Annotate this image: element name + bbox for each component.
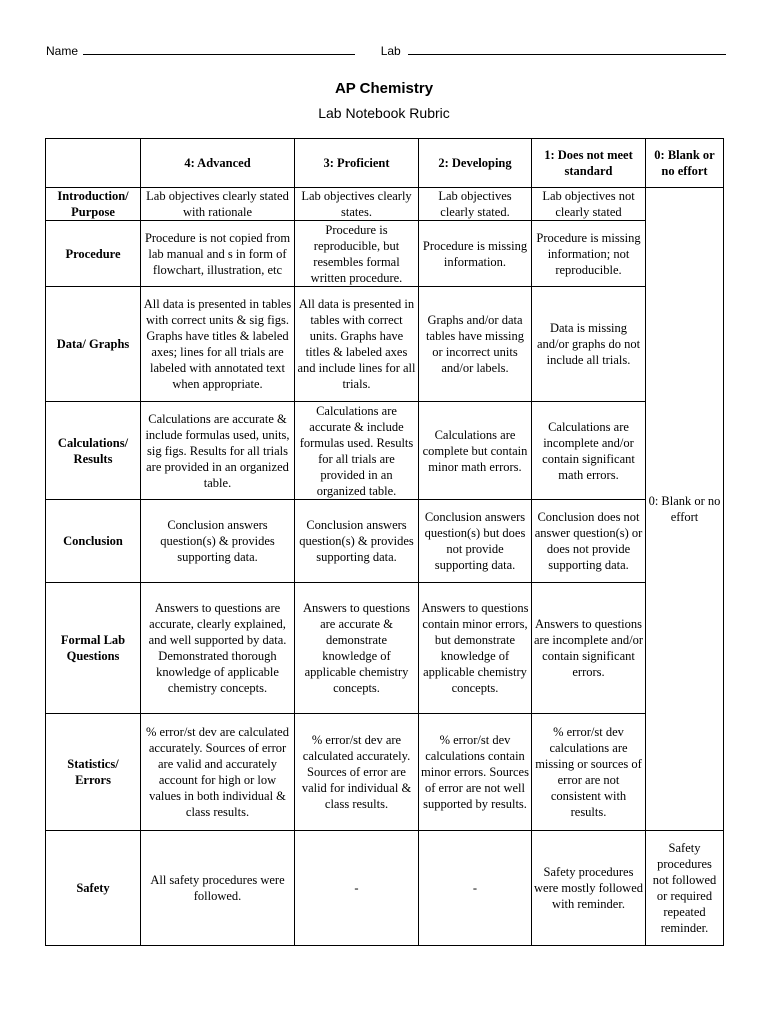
table-row bbox=[46, 287, 724, 402]
cell-proficient: Answers to questions are accurate & demonstrate knowledge of applicable chemistry concepts. bbox=[295, 583, 419, 714]
cell-proficient: Procedure is reproducible, but resembles formal written procedure. bbox=[295, 221, 419, 287]
column-header-advanced: 4: Advanced bbox=[141, 139, 295, 188]
column-header-category bbox=[46, 139, 141, 188]
cell-proficient: All data is presented in tables with correct units. Graphs have titles & labeled axes and include lines for all trials. bbox=[295, 287, 419, 402]
cell-blank: Safety procedures not followed or required repeated reminder. bbox=[646, 831, 724, 946]
row-header-safety: Safety bbox=[46, 831, 141, 946]
cell-advanced: Answers to questions are accurate, clearly explained, and well supported by data. Demonstrated thorough knowledge of applicable chemistry concepts. bbox=[141, 583, 295, 714]
cell-developing: Graphs and/or data tables have missing or incorrect units and/or labels. bbox=[419, 287, 532, 402]
cell-not-meet: Procedure is missing information; not reproducible. bbox=[532, 221, 646, 287]
cell-not-meet: % error/st dev calculations are missing or sources of error are not consistent with results. bbox=[532, 714, 646, 831]
cell-advanced: All data is presented in tables with correct units & sig figs. Graphs have titles & labeled axes; lines for all trials are labeled with annotated text when appropriate. bbox=[141, 287, 295, 402]
row-header-data-graphs: Data/ Graphs bbox=[46, 287, 141, 402]
table-row bbox=[46, 188, 724, 221]
table-row bbox=[46, 583, 724, 714]
cell-developing: Lab objectives clearly stated. bbox=[419, 188, 532, 221]
table-row bbox=[46, 831, 724, 946]
cell-developing: % error/st dev calculations contain minor errors. Sources of error are not well supported by results. bbox=[419, 714, 532, 831]
rubric-table bbox=[45, 138, 724, 946]
header-row bbox=[46, 139, 724, 188]
table-row bbox=[46, 500, 724, 583]
cell-not-meet: Calculations are incomplete and/or contain significant math errors. bbox=[532, 402, 646, 500]
cell-proficient: % error/st dev are calculated accurately. Sources of error are valid for individual & class results. bbox=[295, 714, 419, 831]
cell-developing: Calculations are complete but contain minor math errors. bbox=[419, 402, 532, 500]
cell-advanced: Calculations are accurate & include formulas used, units, sig figs. Results for all trials are provided in an organized table. bbox=[141, 402, 295, 500]
name-field[interactable] bbox=[83, 44, 355, 55]
cell-proficient: - bbox=[295, 831, 419, 946]
page-title: AP Chemistry bbox=[334, 80, 434, 97]
column-header-blank: 0: Blank or no effort bbox=[646, 139, 724, 188]
cell-blank-merged: 0: Blank or no effort bbox=[646, 188, 724, 831]
column-header-proficient: 3: Proficient bbox=[295, 139, 419, 188]
lab-label: Lab bbox=[380, 44, 401, 58]
header-fields bbox=[46, 44, 726, 58]
column-header-developing: 2: Developing bbox=[419, 139, 532, 188]
row-header-procedure: Procedure bbox=[46, 221, 141, 287]
cell-advanced: Conclusion answers question(s) & provides supporting data. bbox=[141, 500, 295, 583]
cell-not-meet: Answers to questions are incomplete and/or contain significant errors. bbox=[532, 583, 646, 714]
cell-advanced: Lab objectives clearly stated with rationale bbox=[141, 188, 295, 221]
cell-advanced: % error/st dev are calculated accurately. Sources of error are valid and accurately account for high or low values in both individual & class results. bbox=[141, 714, 295, 831]
cell-advanced: Procedure is not copied from lab manual and s in form of flowchart, illustration, etc bbox=[141, 221, 295, 287]
row-header-introduction: Introduction/ Purpose bbox=[46, 188, 141, 221]
row-header-statistics-errors: Statistics/ Errors bbox=[46, 714, 141, 831]
cell-not-meet: Lab objectives not clearly stated bbox=[532, 188, 646, 221]
column-header-not-meet: 1: Does not meet standard bbox=[532, 139, 646, 188]
table-row bbox=[46, 402, 724, 500]
cell-proficient: Conclusion answers question(s) & provides supporting data. bbox=[295, 500, 419, 583]
cell-proficient: Lab objectives clearly states. bbox=[295, 188, 419, 221]
cell-not-meet: Data is missing and/or graphs do not include all trials. bbox=[532, 287, 646, 402]
name-label: Name bbox=[46, 44, 79, 58]
cell-developing: Conclusion answers question(s) but does not provide supporting data. bbox=[419, 500, 532, 583]
page-subtitle: Lab Notebook Rubric bbox=[318, 105, 450, 121]
cell-not-meet: Safety procedures were mostly followed with reminder. bbox=[532, 831, 646, 946]
table-row bbox=[46, 714, 724, 831]
cell-advanced: All safety procedures were followed. bbox=[141, 831, 295, 946]
cell-developing: Procedure is missing information. bbox=[419, 221, 532, 287]
cell-developing: Answers to questions contain minor errors, but demonstrate knowledge of applicable chemistry concepts. bbox=[419, 583, 532, 714]
row-header-formal-lab-questions: Formal Lab Questions bbox=[46, 583, 141, 714]
row-header-calculations: Calculations/ Results bbox=[46, 402, 141, 500]
row-header-conclusion: Conclusion bbox=[46, 500, 141, 583]
lab-field[interactable] bbox=[408, 44, 726, 55]
cell-proficient: Calculations are accurate & include formulas used. Results for all trials are provided in an organized table. bbox=[295, 402, 419, 500]
cell-developing: - bbox=[419, 831, 532, 946]
cell-not-meet: Conclusion does not answer question(s) or does not provide supporting data. bbox=[532, 500, 646, 583]
table-row bbox=[46, 221, 724, 287]
